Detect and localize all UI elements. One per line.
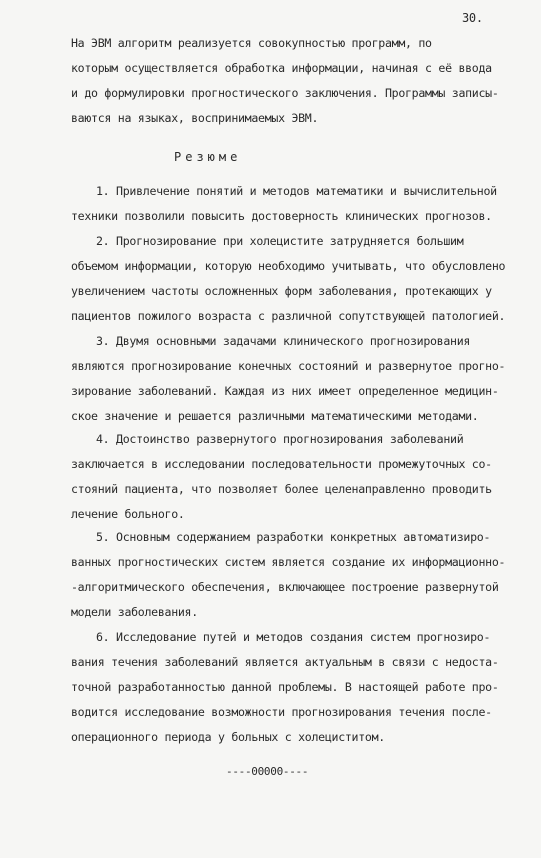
item-5-line-4: модели заболевания.	[71, 605, 198, 619]
item-4-line-3: стояний пациента, что позволяет более целенаправленно проводить	[71, 482, 492, 496]
intro-line-4: ваются на языках, воспринимаемых ЭВМ.	[71, 111, 319, 125]
intro-line-2: которым осуществляется обработка информации, начиная с её ввода	[71, 61, 492, 75]
item-3-line-3: зирование заболеваний. Каждая из них имеет определенное медицин-	[71, 384, 499, 398]
end-separator: ----00000----	[226, 765, 309, 778]
item-4-line-4: лечение больного.	[71, 507, 185, 521]
item-3-line-1: 3. Двумя основными задачами клинического прогнозирования	[96, 334, 471, 348]
item-3-line-4: ское значение и решается различными математическими методами.	[71, 409, 479, 423]
item-3-line-2: являются прогнозирование конечных состояний и развернутое прогно-	[71, 359, 506, 373]
item-6-line-4: водится исследование возможности прогнозирования течения после-	[71, 705, 492, 719]
item-5-line-3: -алгоритмического обеспечения, включающее построение развернутой	[71, 580, 499, 594]
item-6-line-5: операционного периода у больных с холециститом.	[71, 730, 385, 744]
page-number: 30.	[462, 11, 483, 25]
item-5-line-2: ванных прогностических систем является создание их информационно-	[71, 555, 506, 569]
item-1-line-2: техники позволили повысить достоверность клинических прогнозов.	[71, 209, 492, 223]
item-2-line-4: пациентов пожилого возраста с различной сопутствующей патологией.	[71, 309, 506, 323]
item-2-line-3: увеличением частоты осложненных форм заболевания, протекающих у	[71, 284, 492, 298]
item-4-line-2: заключается в исследовании последовательности промежуточных со-	[71, 457, 492, 471]
item-6-line-3: точной разработанностью данной проблемы. В настоящей работе про-	[71, 680, 499, 694]
item-4-line-1: 4. Достоинство развернутого прогнозирования заболеваний	[96, 432, 464, 446]
item-6-line-1: 6. Исследование путей и методов создания систем прогнозиро-	[96, 630, 491, 644]
intro-line-1: На ЭВМ алгоритм реализуется совокупностью программ, по	[71, 36, 432, 50]
item-2-line-1: 2. Прогнозирование при холецистите затрудняется большим	[96, 234, 464, 248]
intro-line-3: и до формулировки прогностического заключения. Программы записы-	[71, 86, 499, 100]
item-2-line-2: объемом информации, которую необходимо учитывать, что обусловлено	[71, 259, 506, 273]
section-heading: Резюме	[174, 150, 242, 164]
item-1-line-1: 1. Привлечение понятий и методов математики и вычислительной	[96, 184, 497, 198]
item-6-line-2: вания течения заболеваний является актуальным в связи с недоста-	[71, 655, 499, 669]
item-5-line-1: 5. Основным содержанием разработки конкретных автоматизиро-	[96, 530, 491, 544]
